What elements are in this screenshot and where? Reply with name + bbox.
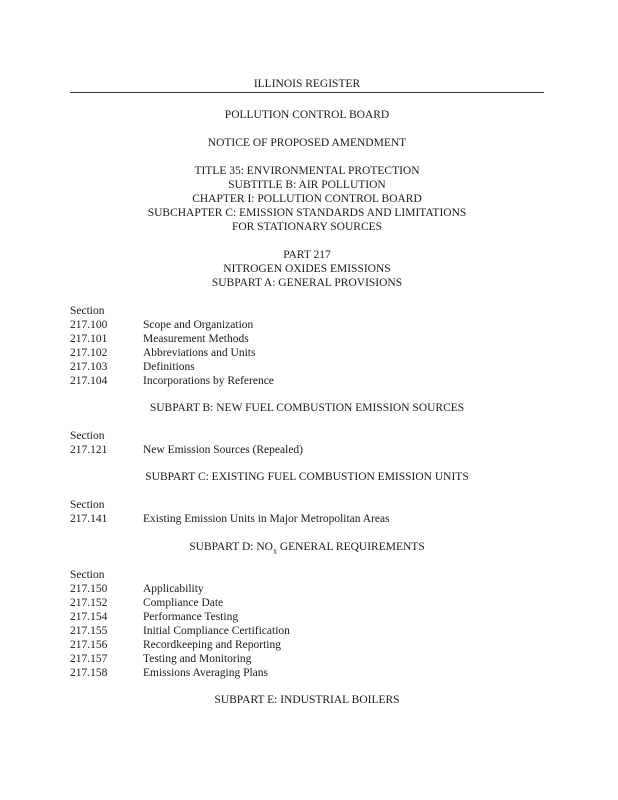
section-number: 217.152 — [70, 597, 108, 609]
toc-row — [70, 666, 544, 680]
toc-row — [70, 610, 544, 624]
section-title: Recordkeeping and Reporting — [143, 639, 281, 651]
subpart-b-toc — [70, 429, 544, 457]
subtitle-line: SUBTITLE B: AIR POLLUTION — [228, 179, 386, 191]
title-line: TITLE 35: ENVIRONMENTAL PROTECTION — [194, 165, 420, 177]
section-number: 217.104 — [70, 375, 108, 387]
section-label: Section — [70, 305, 105, 317]
section-title: Definitions — [143, 361, 195, 373]
section-title: Abbreviations and Units — [143, 347, 256, 359]
toc-row — [70, 360, 544, 374]
section-title: Emissions Averaging Plans — [143, 667, 269, 679]
toc-row — [70, 512, 544, 526]
section-number: 217.101 — [70, 333, 108, 345]
toc-row — [70, 443, 544, 457]
subpart-d-toc — [70, 568, 544, 680]
section-number: 217.121 — [70, 444, 108, 456]
board-name: POLLUTION CONTROL BOARD — [224, 109, 390, 121]
section-title: Applicability — [143, 583, 204, 595]
register-title: ILLINOIS REGISTER — [253, 78, 361, 90]
subpart-c-heading: SUBPART C: EXISTING FUEL COMBUSTION EMISSION UNITS — [145, 471, 469, 483]
subpart-c-toc — [70, 498, 544, 526]
section-number: 217.141 — [70, 513, 108, 525]
subpart-a-heading: SUBPART A: GENERAL PROVISIONS — [211, 277, 403, 289]
section-number: 217.158 — [70, 667, 108, 679]
section-title: Compliance Date — [143, 597, 224, 609]
title-block — [70, 164, 544, 234]
subchapter-line-2: FOR STATIONARY SOURCES — [231, 221, 383, 233]
subpart-d-heading — [70, 540, 544, 554]
subpart-b-heading: SUBPART B: NEW FUEL COMBUSTION EMISSION SOURCES — [149, 402, 465, 414]
section-title: Existing Emission Units in Major Metropolitan Areas — [143, 513, 390, 525]
section-title: Testing and Monitoring — [143, 653, 252, 665]
section-number: 217.102 — [70, 347, 108, 359]
toc-row — [70, 374, 544, 388]
section-title: Scope and Organization — [143, 319, 254, 331]
toc-row — [70, 624, 544, 638]
toc-row — [70, 346, 544, 360]
section-number: 217.103 — [70, 361, 108, 373]
toc-row — [70, 638, 544, 652]
section-title: Initial Compliance Certification — [143, 625, 290, 637]
subpart-d-heading-post: GENERAL REQUIREMENTS — [276, 541, 425, 553]
section-label: Section — [70, 430, 105, 442]
section-number: 217.155 — [70, 625, 108, 637]
notice-heading: NOTICE OF PROPOSED AMENDMENT — [207, 137, 407, 149]
part-block — [70, 248, 544, 290]
subchapter-line: SUBCHAPTER C: EMISSION STANDARDS AND LIMITATIONS — [147, 207, 467, 219]
running-header — [70, 78, 544, 93]
section-number: 217.150 — [70, 583, 108, 595]
subpart-e-heading: SUBPART E: INDUSTRIAL BOILERS — [214, 694, 400, 706]
chapter-line: CHAPTER I: POLLUTION CONTROL BOARD — [192, 193, 422, 205]
toc-row — [70, 318, 544, 332]
section-number: 217.154 — [70, 611, 108, 623]
toc-row — [70, 332, 544, 346]
section-number: 217.100 — [70, 319, 108, 331]
subpart-d-heading-subscript: x — [272, 546, 277, 556]
section-title: Performance Testing — [143, 611, 239, 623]
section-title: New Emission Sources (Repealed) — [143, 444, 304, 456]
toc-row — [70, 652, 544, 666]
section-number: 217.156 — [70, 639, 108, 651]
part-title: NITROGEN OXIDES EMISSIONS — [223, 263, 391, 275]
section-title: Incorporations by Reference — [143, 375, 274, 387]
section-label: Section — [70, 499, 105, 511]
subpart-a-toc — [70, 304, 544, 388]
section-label: Section — [70, 569, 105, 581]
toc-row — [70, 596, 544, 610]
part-number: PART 217 — [283, 249, 331, 261]
section-title: Measurement Methods — [143, 333, 249, 345]
toc-row — [70, 582, 544, 596]
subpart-d-heading-pre: SUBPART D: NO — [189, 541, 273, 553]
section-number: 217.157 — [70, 653, 108, 665]
